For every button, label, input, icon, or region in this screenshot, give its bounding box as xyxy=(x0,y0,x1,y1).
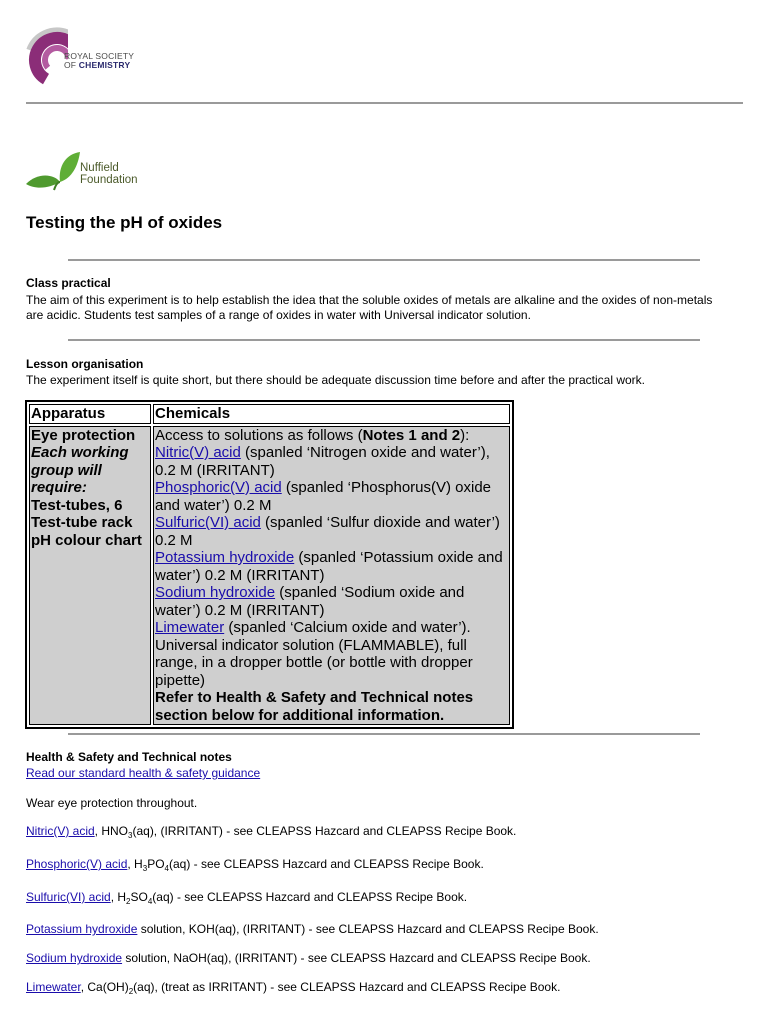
apparatus-chemicals-table xyxy=(25,400,514,729)
chemicals-cell xyxy=(153,426,510,726)
chem-intro-bold: Notes 1 and 2 xyxy=(362,426,461,444)
hs-n3-b: SO xyxy=(130,890,148,904)
lesson-body: The experiment itself is quite short, but there should be adequate discussion time before and after the practical work. xyxy=(26,373,646,387)
chem-intro xyxy=(155,427,508,445)
hs-guidance-link[interactable]: Read our standard health & safety guidance xyxy=(26,766,261,780)
apparatus-cell xyxy=(29,426,151,726)
hs-n3-sub2: 4 xyxy=(147,897,153,906)
hs-n2-sub1: 3 xyxy=(142,864,148,873)
hs-n6-a: , Ca(OH) xyxy=(80,980,129,994)
chem-limewater-text: (spanled ‘Calcium oxide and water’). xyxy=(224,619,471,636)
hs-eye-protection: Wear eye protection throughout. xyxy=(26,796,198,810)
section-divider xyxy=(68,339,700,341)
hs-n2-sub2: 4 xyxy=(164,864,169,873)
hs-n3-c: (aq) - see CLEAPSS Hazcard and CLEAPSS Recipe Book. xyxy=(152,890,468,904)
class-practical-heading: Class practical xyxy=(26,276,111,290)
hs-heading: Health & Safety and Technical notes xyxy=(26,750,232,764)
sodium-hydroxide-link[interactable]: Sodium hydroxide xyxy=(155,584,276,601)
potassium-hydroxide-link[interactable]: Potassium hydroxide xyxy=(155,549,295,566)
hs-n1-sub: 3 xyxy=(128,831,133,840)
nuffield-line2: Foundation xyxy=(80,174,138,186)
chem-refer: Refer to Health & Safety and Technical notes section below for additional information. xyxy=(155,689,474,724)
limewater-link[interactable]: Limewater xyxy=(155,619,225,636)
nitric-acid-link[interactable]: Nitric(V) acid xyxy=(155,444,241,461)
chem-phosphoric-text: (spanled ‘Phosphorus(V) oxide and water’) 0.2 M xyxy=(155,479,492,514)
hs-sulfuric-link[interactable]: Sulfuric(VI) acid xyxy=(26,890,111,904)
chem-universal: Universal indicator solution (FLAMMABLE), full range, in a dropper bottle (or bottle with dropper pipette) xyxy=(155,636,473,689)
page-title: Testing the pH of oxides xyxy=(26,213,223,232)
rsc-wordmark xyxy=(64,52,134,70)
rsc-logo xyxy=(24,22,154,100)
leaf-icon xyxy=(24,148,82,194)
nuffield-logo xyxy=(24,148,154,194)
chem-phosphoric xyxy=(155,479,508,514)
chem-nitric-text: (spanled ‘Nitrogen oxide and water’), 0.2 M (IRRITANT) xyxy=(155,444,490,479)
rsc-line2-prefix: OF xyxy=(64,60,77,70)
chem-koh-text: (spanled ‘Potassium oxide and water’) 0.2 M (IRRITANT) xyxy=(155,549,503,584)
rsc-line2 xyxy=(64,61,134,70)
hs-note-koh xyxy=(26,922,599,936)
hs-n2-a: , H xyxy=(127,857,143,871)
hs-nitric-link[interactable]: Nitric(V) acid xyxy=(26,824,95,838)
sulfuric-acid-link[interactable]: Sulfuric(VI) acid xyxy=(155,514,261,531)
rsc-emblem-icon xyxy=(24,22,68,98)
hs-n6-b: (aq), (treat as IRRITANT) - see CLEAPSS Hazcard and CLEAPSS Recipe Book. xyxy=(133,980,561,994)
chem-intro-post: ): xyxy=(460,426,470,444)
hs-n4-text: solution, KOH(aq), (IRRITANT) - see CLEAPSS Hazcard and CLEAPSS Recipe Book. xyxy=(137,922,599,936)
hs-n2-b: PO xyxy=(147,857,165,871)
chem-sulfuric xyxy=(155,514,508,549)
chem-nitric xyxy=(155,444,508,479)
apparatus-header: Apparatus xyxy=(29,404,151,424)
hs-note-phosphoric xyxy=(26,857,484,871)
chemicals-header: Chemicals xyxy=(153,404,510,424)
hs-koh-link[interactable]: Potassium hydroxide xyxy=(26,922,138,936)
hs-n3-sub1: 2 xyxy=(126,897,131,906)
hs-n3-a: , H xyxy=(110,890,127,904)
class-practical-body: The aim of this experiment is to help establish the idea that the soluble oxides of metals are alkaline and the oxides of non-metals are acidic. Students test samples of a range of oxides in water with Universal indicator solution. xyxy=(26,293,713,322)
hs-n1-b: (aq), (IRRITANT) - see CLEAPSS Hazcard and CLEAPSS Recipe Book. xyxy=(132,824,517,838)
hs-note-naoh xyxy=(26,951,591,965)
hs-n2-c: (aq) - see CLEAPSS Hazcard and CLEAPSS Recipe Book. xyxy=(168,857,484,871)
chem-limewater xyxy=(155,619,508,637)
nuffield-wordmark xyxy=(80,162,138,186)
header-divider xyxy=(26,102,743,104)
hs-n5-text: solution, NaOH(aq), (IRRITANT) - see CLEAPSS Hazcard and CLEAPSS Recipe Book. xyxy=(122,951,591,965)
chem-koh xyxy=(155,549,508,584)
apparatus-group: Each working group will require: xyxy=(31,444,129,496)
hs-note-sulfuric xyxy=(26,890,467,904)
chem-naoh-text: (spanled ‘Sodium oxide and water’) 0.2 M (IRRITANT) xyxy=(155,584,465,619)
table-divider xyxy=(68,733,700,735)
lesson-heading: Lesson organisation xyxy=(26,357,144,371)
apparatus-chart: pH colour chart xyxy=(31,531,142,549)
hs-n1-a: , HNO xyxy=(94,824,129,838)
apparatus-rack: Test-tube rack xyxy=(31,514,133,531)
hs-naoh-link[interactable]: Sodium hydroxide xyxy=(26,951,123,965)
title-divider xyxy=(68,259,700,261)
nuffield-line1: Nuffield xyxy=(80,162,119,174)
chem-naoh xyxy=(155,584,508,619)
phosphoric-acid-link[interactable]: Phosphoric(V) acid xyxy=(155,479,282,496)
apparatus-eye: Eye protection xyxy=(31,426,136,444)
chem-intro-pre: Access to solutions as follows ( xyxy=(155,426,363,444)
chem-sulfuric-text: (spanled ‘Sulfur dioxide and water’) 0.2 M xyxy=(155,514,500,549)
hs-n6-sub: 2 xyxy=(128,987,134,996)
hs-limewater-link[interactable]: Limewater xyxy=(26,980,81,994)
hs-note-limewater xyxy=(26,980,560,994)
apparatus-tubes: Test-tubes, 6 xyxy=(31,496,123,514)
rsc-line1: ROYAL SOCIETY xyxy=(64,51,135,61)
hs-phosphoric-link[interactable]: Phosphoric(V) acid xyxy=(26,857,128,871)
hs-note-nitric xyxy=(26,824,516,838)
rsc-line2-bold: CHEMISTRY xyxy=(78,60,131,70)
